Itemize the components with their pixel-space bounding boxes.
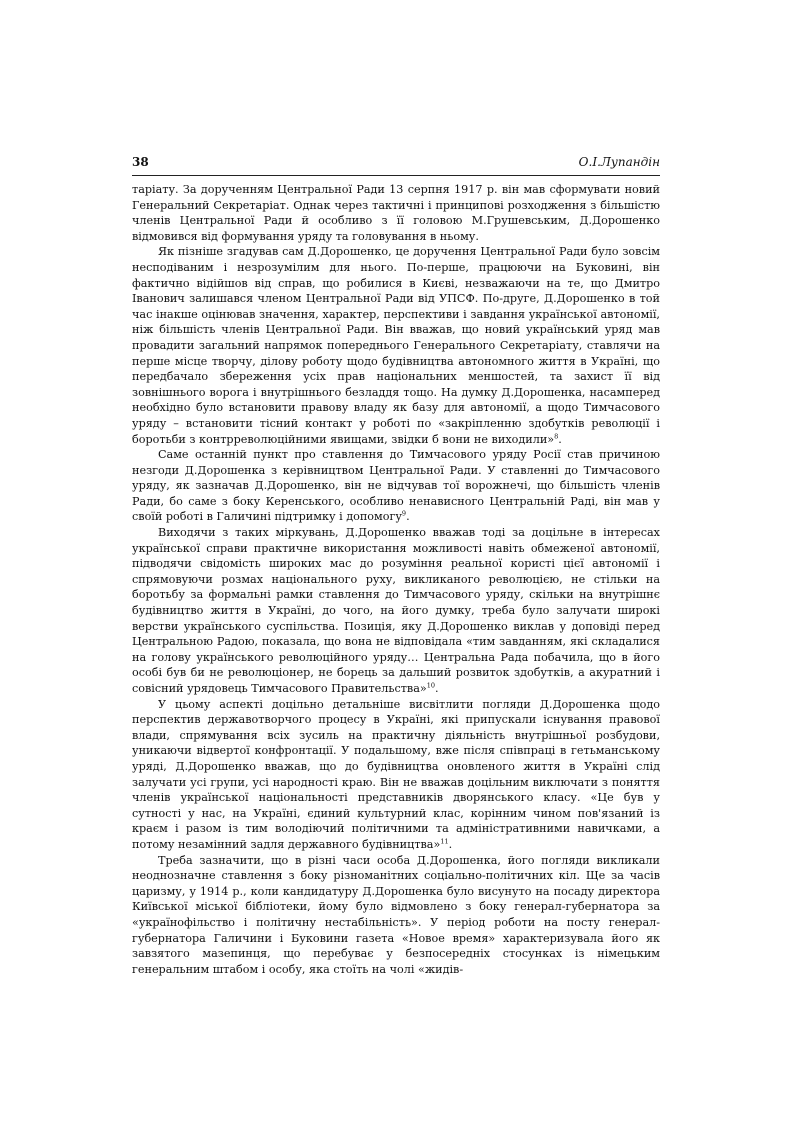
running-head-author: О.І.Лупандін [578,155,660,169]
paragraph-text: Саме останній пункт про ставлення до Тимчасового уряду Росії став причиною незгоди Д.Дорошенка з керівництвом Центральної Ради. У ставленні до Тимчасового уряду, як зазначав Д.Дорошенко, він не відчував тої ворожнечі, що більшість членів Ради, бо саме з боку Керенського, особливо ненависного Центральній Раді, він мав у своїй роботі в Галичині підтримку і допомогу [132,448,660,524]
footnote-ref: 10 [426,681,436,690]
article-body [132,182,660,977]
paragraph: Як пізніше згадував сам Д.Дорошенко, це доручення Центральної Ради було зовсім несподіваним і незрозумілим для нього. По-перше, працюючи на Буковині, він фактично відійшов від справ, що робилися в Києві, незважаючи на те, що Дмитро Іванович залишався членом Центральної Ради від УПСФ. По-друге, Д.Дорошенко в той час інакше оцінював значення, характер, перспективи і завдання української автономії, ніж більшість членів Центральної Ради. Він вважав, що новий український уряд мав провадити загальний напрямок попереднього Генерального Секретаріату, ставлячи на перше місце творчу, ділову роботу щодо будівництва автономного життя в Україні, що передбачало збереження усіх прав національних меншостей, та захист її від зовнішнього ворога і внутрішнього безладдя тощо. На думку Д.Дорошенка, насамперед необхідно було встановити правову владу як базу для автономії, а щодо Тимчасового уряду – встановити тісний контакт у роботі по «закріпленню здобутків революції і боротьби з контрреволюційними явищами, звідки б вони не виходили»$^8$. [132,245,660,446]
page-number: 38 [132,155,149,169]
paragraph: Саме останній пункт про ставлення до Тимчасового уряду Росії став причиною незгоди Д.Дорошенка з керівництвом Центральної Ради. У ставленні до Тимчасового уряду, як зазначав Д.Дорошенко, він не відчував тої ворожнечі, що більшість членів Ради, бо саме з боку Керенського, особливо ненависного Центральній Раді, він мав у своїй роботі в Галичині підтримку і допомогу$^9$. [132,448,660,524]
paragraph-text: Як пізніше згадував сам Д.Дорошенко, це доручення Центральної Ради було зовсім несподіваним і незрозумілим для нього. По-перше, працюючи на Буковині, він фактично відійшов від справ, що робилися в Києві, незважаючи на те, що Дмитро Іванович залишався членом Центральної Ради від УПСФ. По-друге, Д.Дорошенко в той час інакше оцінював значення, характер, перспективи і завдання української автономії, ніж більшість членів Центральної Ради. Він вважав, що новий український уряд мав провадити загальний напрямок попереднього Генерального Секретаріату, ставлячи на перше місце творчу, ділову роботу щодо будівництва автономного життя в Україні, що передбачало збереження усіх прав національних меншостей, та захист її від зовнішнього ворога і внутрішнього безладдя тощо. На думку Д.Дорошенка, насамперед необхідно було встановити правову владу як базу для автономії, а щодо Тимчасового уряду – встановити тісний контакт у роботі по «закріпленню здобутків революції і боротьби з контрреволюційними явищами, звідки б вони не виходили» [132,245,660,446]
footnote-ref: 9 [401,509,407,518]
footnote-ref: 11 [440,837,449,846]
paragraph-text: таріату. За дорученням Центральної Ради 13 серпня 1917 р. він мав сформувати новий Генеральний Секретаріат. Однак через тактичні і принципові розходження з більшістю членів Центральної Ради й особливо з її головою М.Грушевським, Д.Дорошенко відмовився від формування уряду та головування в ньому. [132,183,660,243]
running-head [132,155,660,176]
footnote-ref: 8 [554,431,559,440]
paragraph-text: Виходячи з таких міркувань, Д.Дорошенко вважав тоді за доцільне в інтересах української справи практичне використання можливості навіть обмеженої автономії, підводячи свідомість широких мас до розуміння реальної користі цієї автономії і спрямовуючи розмах національного руху, викликаного революцією, не стільки на боротьбу за формальні рамки ставлення до Тимчасового уряду, скільки на внутрішнє будівництво життя в Україні, до чого, на його думку, треба було залучати широкі верстви українського суспільства. Позиція, яку Д.Дорошенко виклав у доповіді перед Центральною Радою, показала, що вона не відповідала «тим завданням, які складалися на голову українського революційного уряду… Центральна Рада побачила, що в його особі був би не революціонер, не борець за дальший розвиток здобутків, а акуратний і совісний урядовець Тимчасового Правительства» [132,526,660,695]
paragraph [132,853,660,978]
paragraph [132,182,660,244]
paragraph: Виходячи з таких міркувань, Д.Дорошенко вважав тоді за доцільне в інтересах української справи практичне використання можливості навіть обмеженої автономії, підводячи свідомість широких мас до розуміння реальної користі цієї автономії і спрямовуючи розмах національного руху, викликаного революцією, не стільки на боротьбу за формальні рамки ставлення до Тимчасового уряду, скільки на внутрішнє будівництво життя в Україні, до чого, на його думку, треба було залучати широкі верстви українського суспільства. Позиція, яку Д.Дорошенко виклав у доповіді перед Центральною Радою, показала, що вона не відповідала «тим завданням, які складалися на голову українського революційного уряду… Центральна Рада побачила, що в його особі був би не революціонер, не борець за дальший розвиток здобутків, а акуратний і совісний урядовець Тимчасового Правительства»$^{10}$. [132,526,660,695]
paragraph-text: Треба зазначити, що в різні часи особа Д.Дорошенка, його погляди викликали неоднозначне ставлення з боку різноманітних соціально-політичних кіл. Ще за часів царизму, у 1914 р., коли кандидатуру Д.Дорошенка було висунуто на посаду директора Київської міської бібліотеки, йому було відмовлено з боку генерал-губернатора за «українофільство і політичну нестабільність». У період роботи на посту генерал-губернатора Галичини і Буковини газета «Новое время» характеризувала його як завзятого мазепинця, що перебуває у безпосередніх стосунках із німецьким генеральним штабом і особу, яка стоїть на чолі «жидів- [132,853,660,976]
paragraph: У цьому аспекті доцільно детальніше висвітлити погляди Д.Дорошенка щодо перспектив державотворчого процесу в Україні, які припускали існування правової влади, спрямування всіх зусиль на практичну діяльність внутрішньої розбудови, уникаючи відвертої конфронтації. У подальшому, вже після співпраці в гетьманському уряді, Д.Дорошенко вважав, що до будівництва оновленого життя в Україні слід залучати усі групи, усі народності краю. Він не вважав доцільним виключати з поняття членів української національності представників дворянського класу. «Це був у сутності у нас, на Україні, єдиний культурний клас, корінним чином пов'язаний із краєм і разом із тим володіючий політичними та адміністративними навичками, а потому незамінний задля державного будівництва»$^{11}$. [132,697,660,851]
paragraph-text: У цьому аспекті доцільно детальніше висвітлити погляди Д.Дорошенка щодо перспектив державотворчого процесу в Україні, які припускали існування правової влади, спрямування всіх зусиль на практичну діяльність внутрішньої розбудови, уникаючи відвертої конфронтації. У подальшому, вже після співпраці в гетьманському уряді, Д.Дорошенко вважав, що до будівництва оновленого життя в Україні слід залучати усі групи, усі народності краю. Він не вважав доцільним виключати з поняття членів української національності представників дворянського класу. «Це був у сутності у нас, на Україні, єдиний культурний клас, корінним чином пов'язаний із краєм і разом із тим володіючий політичними та адміністративними навичками, а потому незамінний задля державного будівництва» [132,697,660,851]
